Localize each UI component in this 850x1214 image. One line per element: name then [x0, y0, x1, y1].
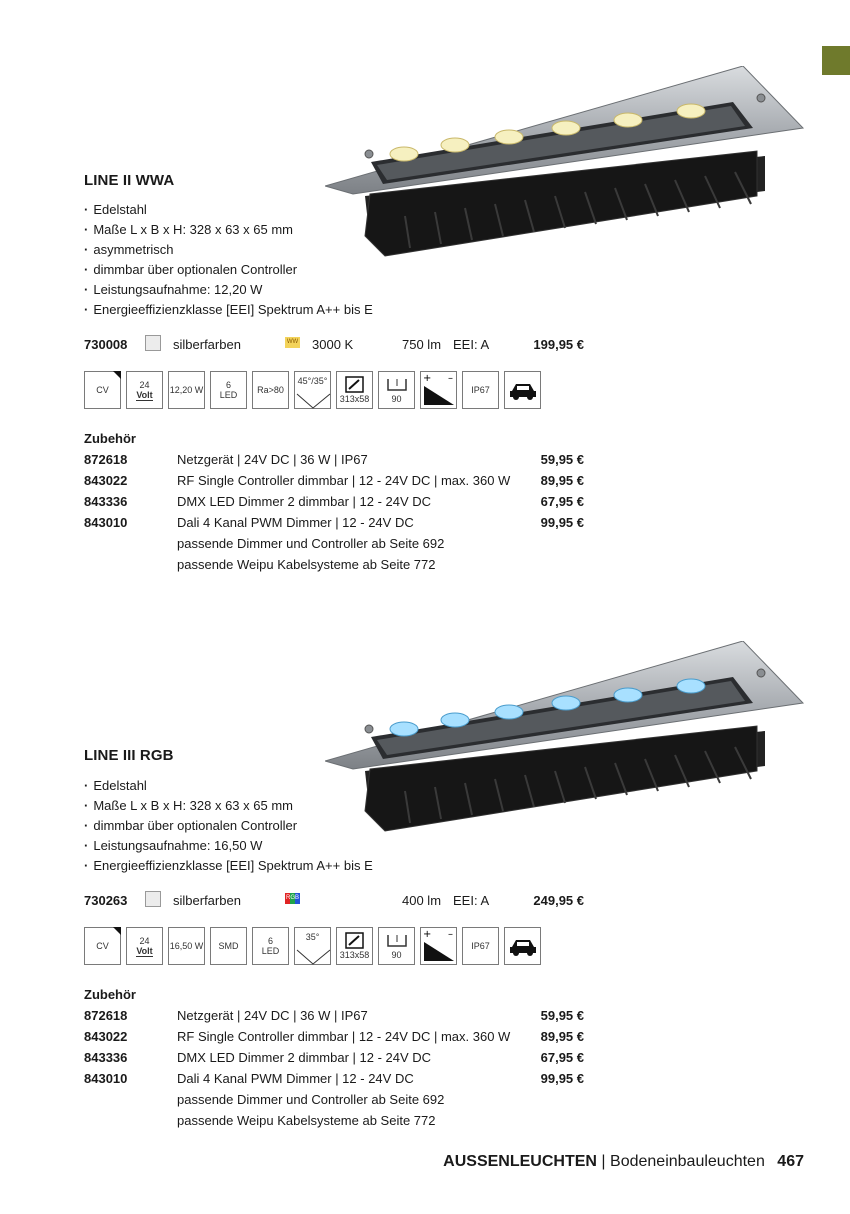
cv-label: CV: [96, 385, 109, 395]
footer-separator: |: [601, 1153, 606, 1170]
cutout-label: 313x58: [339, 394, 370, 404]
accessory-number: 843336: [84, 494, 128, 509]
cv-icon: [84, 371, 121, 409]
dimmable-icon: [420, 927, 457, 965]
led-label: LED: [219, 390, 238, 400]
page-number: 467: [777, 1153, 804, 1170]
volt-number: 24: [139, 935, 150, 946]
accessory-desc: Dali 4 Kanal PWM Dimmer | 12 - 24V DC: [177, 515, 414, 530]
item-color: silberfarben: [173, 337, 241, 352]
product-image-line-ii-wwa: [325, 66, 805, 261]
svg-text:+: +: [423, 929, 432, 940]
led-count-icon: [210, 371, 247, 409]
depth-label: 90: [391, 394, 402, 404]
accessory-desc: RF Single Controller dimmbar | 12 - 24V DC | max. 360 W: [177, 473, 511, 488]
accessory-number: 843022: [84, 473, 128, 488]
accessory-price: 89,95 €: [540, 1029, 584, 1044]
feature-item: · Energieeffizienzklasse [EEI] Spektrum A++ bis E: [84, 856, 373, 876]
product-image-line-iii-rgb: [325, 641, 805, 836]
feature-item: · Energieeffizienzklasse [EEI] Spektrum A++ bis E: [84, 300, 373, 320]
item-color: silberfarben: [173, 893, 241, 908]
svg-text:–: –: [448, 373, 453, 384]
dimmable-icon: [420, 371, 457, 409]
volt-number: 24: [139, 379, 150, 390]
ip-rating-icon: [462, 371, 499, 409]
power-label: 16,50 W: [169, 941, 204, 951]
item-number: 730008: [84, 337, 128, 352]
accessory-note: passende Weipu Kabelsysteme ab Seite 772: [177, 1113, 436, 1128]
lumen: 750 lm: [402, 337, 442, 352]
energy-class: EEI: A: [453, 337, 490, 352]
accessory-desc: Dali 4 Kanal PWM Dimmer | 12 - 24V DC: [177, 1071, 414, 1086]
volt-icon: [126, 927, 163, 965]
item-row: [84, 891, 594, 911]
led-count-icon: [252, 927, 289, 965]
accessory-desc: DMX LED Dimmer 2 dimmbar | 12 - 24V DC: [177, 494, 432, 509]
page-footer: [443, 1153, 804, 1171]
depth-icon: [378, 371, 415, 409]
accessory-price: 59,95 €: [540, 1008, 584, 1023]
accessory-row: [84, 1008, 594, 1029]
smd-label: SMD: [218, 941, 239, 951]
cv-icon: [84, 927, 121, 965]
volt-unit: Volt: [136, 389, 153, 400]
rgb-icon: RGB: [285, 893, 300, 904]
accessory-row: [84, 1029, 594, 1050]
color-temperature: 3000 K: [312, 337, 354, 352]
cv-label: CV: [96, 941, 109, 951]
item-row: [84, 335, 594, 355]
accessory-number: 872618: [84, 1008, 128, 1023]
color-swatch: [145, 891, 161, 907]
accessory-desc: Netzgerät | 24V DC | 36 W | IP67: [177, 1008, 368, 1023]
power-label: 12,20 W: [169, 385, 204, 395]
feature-item: · Edelstahl: [84, 200, 373, 220]
color-swatch: [145, 335, 161, 351]
item-price: 199,95 €: [533, 337, 584, 352]
chapter-color-tab: [822, 46, 850, 75]
feature-item: · dimmbar über optionalen Controller: [84, 260, 373, 280]
cutout-icon: [336, 927, 373, 965]
accessory-note: passende Dimmer und Controller ab Seite 692: [177, 1092, 445, 1107]
accessory-row: [84, 515, 594, 536]
led-label: LED: [261, 946, 280, 956]
color-rendering-icon: [252, 371, 289, 409]
accessory-number: 843010: [84, 515, 128, 530]
feature-item: · Maße L x B x H: 328 x 63 x 65 mm: [84, 796, 373, 816]
beam-angle-icon: [294, 371, 331, 409]
accessory-price: 99,95 €: [540, 1071, 584, 1086]
ip-label: IP67: [471, 941, 490, 951]
item-price: 249,95 €: [533, 893, 584, 908]
footer-category: AUSSENLEUCHTEN: [443, 1153, 597, 1170]
accessory-number: 843336: [84, 1050, 128, 1065]
svg-text:+: +: [423, 373, 432, 384]
feature-item: · Leistungsaufnahme: 16,50 W: [84, 836, 373, 856]
led-number: 6: [225, 380, 231, 390]
ip-label: IP67: [471, 385, 490, 395]
drive-over-car-icon: [504, 371, 541, 409]
depth-icon: [378, 927, 415, 965]
accessory-note: passende Dimmer und Controller ab Seite 692: [177, 536, 445, 551]
led-number: 6: [267, 936, 273, 946]
feature-list: [84, 776, 373, 876]
angle-label: 35°: [305, 932, 320, 942]
feature-item: · Maße L x B x H: 328 x 63 x 65 mm: [84, 220, 373, 240]
accessory-price: 89,95 €: [540, 473, 584, 488]
accessories-heading: Zubehör: [84, 431, 136, 446]
feature-item: · Leistungsaufnahme: 12,20 W: [84, 280, 373, 300]
accessory-price: 67,95 €: [540, 494, 584, 509]
accessories-section: [84, 987, 594, 1134]
accessory-price: 59,95 €: [540, 452, 584, 467]
accessory-number: 872618: [84, 452, 128, 467]
svg-text:–: –: [448, 929, 453, 940]
cutout-icon: [336, 371, 373, 409]
accessory-number: 843010: [84, 1071, 128, 1086]
accessory-row: [84, 473, 594, 494]
accessory-price: 99,95 €: [540, 515, 584, 530]
footer-subcategory: Bodeneinbauleuchten: [610, 1153, 765, 1170]
lumen: 400 lm: [402, 893, 442, 908]
energy-class: EEI: A: [453, 893, 490, 908]
item-number: 730263: [84, 893, 128, 908]
power-icon: [168, 927, 205, 965]
feature-item: · Edelstahl: [84, 776, 373, 796]
accessory-row: [84, 494, 594, 515]
accessory-number: 843022: [84, 1029, 128, 1044]
accessory-row: [84, 1050, 594, 1071]
beam-angle-icon: [294, 927, 331, 965]
accessory-desc: DMX LED Dimmer 2 dimmbar | 12 - 24V DC: [177, 1050, 432, 1065]
feature-item: · dimmbar über optionalen Controller: [84, 816, 373, 836]
feature-list: [84, 200, 373, 320]
feature-item: · asymmetrisch: [84, 240, 373, 260]
accessories-section: [84, 431, 594, 578]
product-title: LINE III RGB: [84, 747, 174, 764]
ip-rating-icon: [462, 927, 499, 965]
accessory-desc: Netzgerät | 24V DC | 36 W | IP67: [177, 452, 368, 467]
accessory-desc: RF Single Controller dimmbar | 12 - 24V DC | max. 360 W: [177, 1029, 511, 1044]
product-title: LINE II WWA: [84, 172, 175, 189]
drive-over-car-icon: [504, 927, 541, 965]
volt-unit: Volt: [136, 945, 153, 956]
volt-icon: [126, 371, 163, 409]
accessory-row: [84, 452, 594, 473]
ra-label: Ra>80: [257, 385, 284, 395]
accessory-row: [84, 1071, 594, 1092]
cutout-label: 313x58: [339, 950, 370, 960]
accessories-heading: Zubehör: [84, 987, 136, 1002]
smd-icon: [210, 927, 247, 965]
depth-label: 90: [391, 950, 402, 960]
accessory-note: passende Weipu Kabelsysteme ab Seite 772: [177, 557, 436, 572]
power-icon: [168, 371, 205, 409]
accessory-price: 67,95 €: [540, 1050, 584, 1065]
warm-white-icon: WW: [285, 337, 300, 348]
angle-label: 45°/35°: [297, 376, 328, 386]
